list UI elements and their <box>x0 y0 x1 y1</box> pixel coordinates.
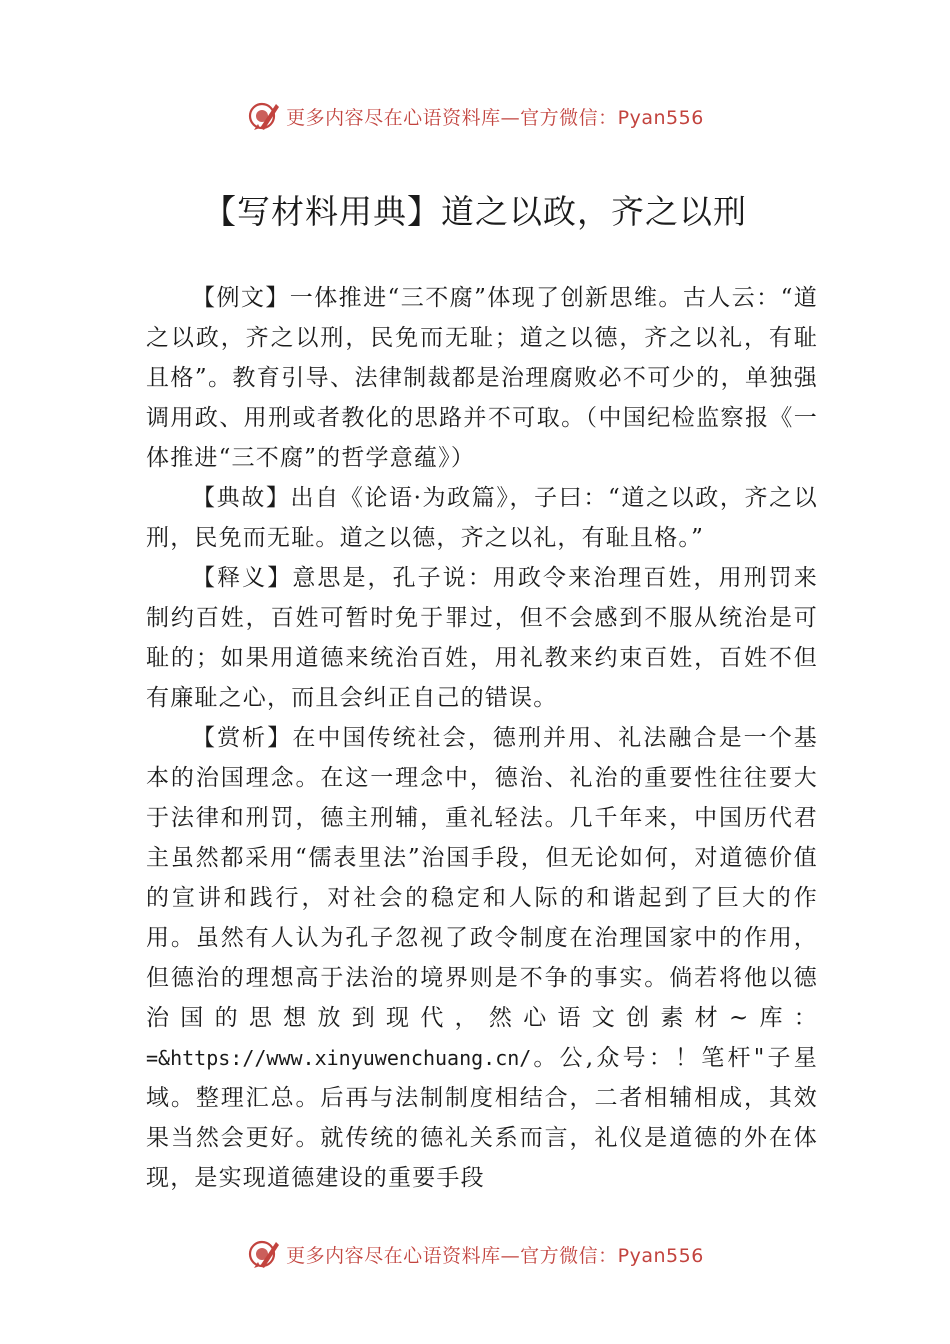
paragraph-meaning <box>146 558 818 718</box>
analysis-tag: 【赏析】 <box>192 725 293 751</box>
paragraph-example <box>146 278 818 478</box>
page-title: 【写材料用典】道之以政，齐之以刑 <box>203 192 747 231</box>
watermark-id: Pyan556 <box>617 106 704 129</box>
pen-logo-icon <box>246 1236 282 1272</box>
analysis-url: =&https://www.xinyuwenchuang.cn/ <box>146 1046 532 1070</box>
watermark-text: 更多内容尽在心语资料库—官方微信：Pyan556 <box>286 1244 704 1267</box>
watermark-id: Pyan556 <box>617 1244 704 1267</box>
watermark-text: 更多内容尽在心语资料库—官方微信：Pyan556 <box>286 106 704 129</box>
pen-logo-icon <box>246 98 282 134</box>
meaning-tag: 【释义】 <box>192 565 293 591</box>
analysis-text: 在中国传统社会，德刑并用、礼法融合是一个基本的治国理念。在这一理念中，德治、礼治的重要性往往要大于法律和刑罚，德主刑辅，重礼轻法。几千年来，中国历代君主虽然都采用“儒表里法”治国手段，但无论如何，对道德价值的宣讲和践行，对社会的稳定和人际的和谐起到了巨大的作用。虽然有人认为孔子忽视了政令制度在治理国家中的作用，但德治的理想高于法治的境界则是不争的事实。倘若将他以德治国的思想放到现代，然心语文创素材~库： <box>146 725 818 1031</box>
meaning-text: 意思是，孔子说：用政令来治理百姓，用刑罚来制约百姓，百姓可暂时免于罪过，但不会感到不服从统治是可耻的；如果用道德来统治百姓，用礼教来约束百姓，百姓不但有廉耻之心，而且会纠正自己的错误。 <box>146 565 818 711</box>
header-watermark <box>0 96 950 136</box>
analysis-text-rest: 。公,众号：！笔杆"子星域。整理汇总。后再与法制制度相结合，二者相辅相成，其效果当然会更好。就传统的德礼关系而言，礼仪是道德的外在体现，是实现道德建设的重要手段 <box>146 1045 818 1191</box>
footer-watermark <box>0 1234 950 1274</box>
paragraph-source <box>146 478 818 558</box>
source-tag: 【典故】 <box>192 485 291 511</box>
example-text: 一体推进“三不腐”体现了创新思维。古人云：“道之以政，齐之以刑，民免而无耻；道之以德，齐之以礼，有耻且格”。教育引导、法律制裁都是治理腐败必不可少的，单独强调用政、用刑或者教化的思路并不可取。（中国纪检监察报《一体推进“三不腐”的哲学意蕴》） <box>146 285 818 471</box>
source-text: 出自《论语·为政篇》，子曰：“道之以政，齐之以刑，民免而无耻。道之以德，齐之以礼，有耻且格。” <box>146 485 818 551</box>
paragraph-analysis <box>146 718 818 1198</box>
article-body <box>146 278 818 1198</box>
example-tag: 【例文】 <box>192 285 290 311</box>
